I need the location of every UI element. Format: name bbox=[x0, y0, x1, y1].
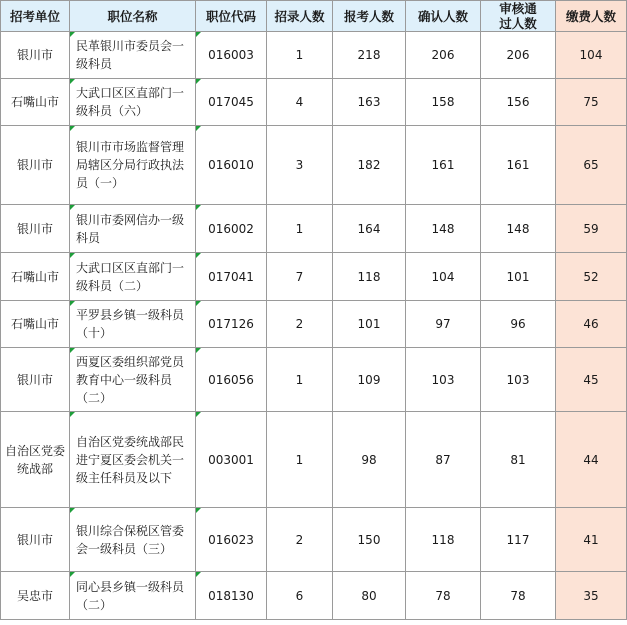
cell-position: 银川市市场监督管理局辖区分局行政执法员（一） bbox=[70, 126, 196, 205]
cell-unit: 银川市 bbox=[1, 508, 70, 572]
header-position: 职位名称 bbox=[70, 1, 196, 32]
cell-apply: 164 bbox=[333, 205, 406, 253]
table-row bbox=[1, 572, 627, 620]
header-hire: 招录人数 bbox=[267, 1, 333, 32]
cell-code: 017045 bbox=[196, 79, 267, 126]
cell-confirm: 97 bbox=[406, 301, 481, 348]
cell-code: 016023 bbox=[196, 508, 267, 572]
cell-passed: 156 bbox=[481, 79, 556, 126]
cell-code: 017126 bbox=[196, 301, 267, 348]
cell-apply: 98 bbox=[333, 412, 406, 508]
header-apply: 报考人数 bbox=[333, 1, 406, 32]
cell-paid: 46 bbox=[556, 301, 627, 348]
cell-apply: 118 bbox=[333, 253, 406, 301]
cell-position: 银川综合保税区管委会一级科员（三） bbox=[70, 508, 196, 572]
header-passed: 审核通过人数 bbox=[481, 1, 556, 32]
cell-hire: 7 bbox=[267, 253, 333, 301]
cell-apply: 80 bbox=[333, 572, 406, 620]
cell-passed: 206 bbox=[481, 32, 556, 79]
header-unit: 招考单位 bbox=[1, 1, 70, 32]
cell-position: 大武口区区直部门一级科员（六） bbox=[70, 79, 196, 126]
cell-position: 自治区党委统战部民进宁夏区委会机关一级主任科员及以下 bbox=[70, 412, 196, 508]
header-row bbox=[1, 1, 627, 32]
cell-passed: 148 bbox=[481, 205, 556, 253]
table-row bbox=[1, 412, 627, 508]
cell-paid: 44 bbox=[556, 412, 627, 508]
cell-hire: 2 bbox=[267, 301, 333, 348]
cell-paid: 104 bbox=[556, 32, 627, 79]
cell-unit: 自治区党委统战部 bbox=[1, 412, 70, 508]
cell-unit: 银川市 bbox=[1, 32, 70, 79]
cell-passed: 117 bbox=[481, 508, 556, 572]
cell-confirm: 148 bbox=[406, 205, 481, 253]
cell-confirm: 87 bbox=[406, 412, 481, 508]
table-row bbox=[1, 348, 627, 412]
cell-hire: 2 bbox=[267, 508, 333, 572]
cell-hire: 1 bbox=[267, 32, 333, 79]
cell-confirm: 104 bbox=[406, 253, 481, 301]
cell-apply: 101 bbox=[333, 301, 406, 348]
cell-hire: 6 bbox=[267, 572, 333, 620]
cell-unit: 石嘴山市 bbox=[1, 301, 70, 348]
cell-apply: 109 bbox=[333, 348, 406, 412]
cell-unit: 银川市 bbox=[1, 348, 70, 412]
cell-code: 016002 bbox=[196, 205, 267, 253]
cell-paid: 65 bbox=[556, 126, 627, 205]
cell-hire: 3 bbox=[267, 126, 333, 205]
table-row bbox=[1, 508, 627, 572]
cell-passed: 101 bbox=[481, 253, 556, 301]
table-row bbox=[1, 253, 627, 301]
cell-confirm: 158 bbox=[406, 79, 481, 126]
header-confirm: 确认人数 bbox=[406, 1, 481, 32]
cell-unit: 石嘴山市 bbox=[1, 253, 70, 301]
cell-paid: 45 bbox=[556, 348, 627, 412]
cell-confirm: 78 bbox=[406, 572, 481, 620]
cell-unit: 银川市 bbox=[1, 126, 70, 205]
cell-position: 同心县乡镇一级科员（二） bbox=[70, 572, 196, 620]
table-row bbox=[1, 301, 627, 348]
cell-apply: 182 bbox=[333, 126, 406, 205]
table-row bbox=[1, 32, 627, 79]
cell-passed: 81 bbox=[481, 412, 556, 508]
cell-code: 016003 bbox=[196, 32, 267, 79]
cell-unit: 吴忠市 bbox=[1, 572, 70, 620]
cell-hire: 1 bbox=[267, 412, 333, 508]
cell-apply: 163 bbox=[333, 79, 406, 126]
cell-apply: 218 bbox=[333, 32, 406, 79]
cell-confirm: 103 bbox=[406, 348, 481, 412]
cell-confirm: 206 bbox=[406, 32, 481, 79]
table-row bbox=[1, 79, 627, 126]
cell-paid: 75 bbox=[556, 79, 627, 126]
cell-position: 大武口区区直部门一级科员（二） bbox=[70, 253, 196, 301]
cell-paid: 52 bbox=[556, 253, 627, 301]
cell-passed: 78 bbox=[481, 572, 556, 620]
cell-confirm: 118 bbox=[406, 508, 481, 572]
cell-hire: 1 bbox=[267, 205, 333, 253]
cell-code: 018130 bbox=[196, 572, 267, 620]
cell-confirm: 161 bbox=[406, 126, 481, 205]
cell-unit: 银川市 bbox=[1, 205, 70, 253]
cell-paid: 41 bbox=[556, 508, 627, 572]
cell-position: 民革银川市委员会一级科员 bbox=[70, 32, 196, 79]
cell-position: 银川市委网信办一级科员 bbox=[70, 205, 196, 253]
cell-passed: 161 bbox=[481, 126, 556, 205]
header-code: 职位代码 bbox=[196, 1, 267, 32]
cell-unit: 石嘴山市 bbox=[1, 79, 70, 126]
cell-hire: 4 bbox=[267, 79, 333, 126]
table-row bbox=[1, 205, 627, 253]
cell-code: 016010 bbox=[196, 126, 267, 205]
header-paid: 缴费人数 bbox=[556, 1, 627, 32]
cell-passed: 103 bbox=[481, 348, 556, 412]
table-row bbox=[1, 126, 627, 205]
cell-passed: 96 bbox=[481, 301, 556, 348]
cell-code: 017041 bbox=[196, 253, 267, 301]
cell-position: 平罗县乡镇一级科员（十） bbox=[70, 301, 196, 348]
cell-code: 016056 bbox=[196, 348, 267, 412]
cell-code: 003001 bbox=[196, 412, 267, 508]
cell-position: 西夏区委组织部党员教育中心一级科员（二） bbox=[70, 348, 196, 412]
cell-paid: 35 bbox=[556, 572, 627, 620]
cell-apply: 150 bbox=[333, 508, 406, 572]
cell-hire: 1 bbox=[267, 348, 333, 412]
cell-paid: 59 bbox=[556, 205, 627, 253]
